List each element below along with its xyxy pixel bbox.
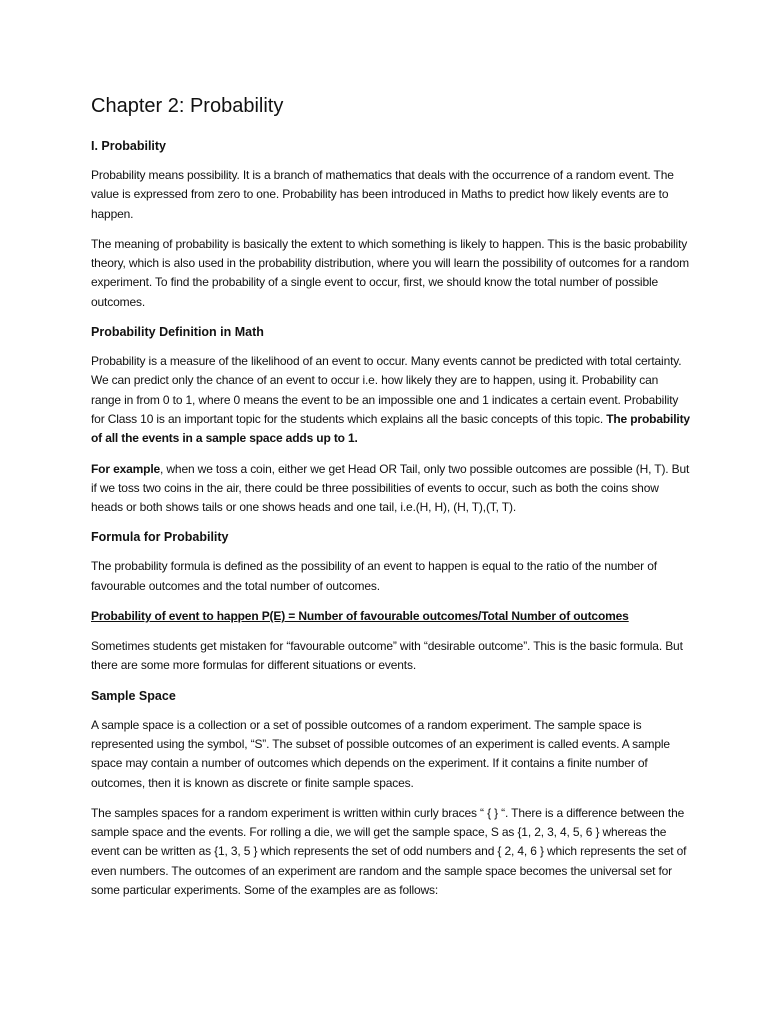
example-bold-label: For example (91, 461, 161, 476)
paragraph-probability-intro: Probability means possibility. It is a branch of mathematics that deals with the occurrence of a random event. The value is expressed from zero to one. Probability has been introduced in Maths to predict how likely events are to happen. (91, 168, 674, 221)
paragraph-sample-space-example: The samples spaces for a random experiment is written within curly braces “ { } “. There is a difference between the sample space and the events. For rolling a die, we will get the sample space, S as {1, 2, 3, 4, 5, 6 } whereas the event can be written as {1, 3, 5 } which represents the set of odd numbers and { 2, 4, 6 } which represents the set of even numbers. The outcomes of an experiment are random and the sample space becomes the universal set for some particular experiments. Some of the examples are as follows: (91, 805, 687, 898)
paragraph-sample-space-definition: A sample space is a collection or a set of possible outcomes of a random experiment. The sample space is represented using the symbol, “S”. The subset of possible outcomes of an experiment is called events. A sample space may contain a number of outcomes which depends on the experiment. If it contains a finite number of outcomes, then it is known as discrete or finite sample spaces. (91, 717, 670, 790)
chapter-title: Chapter 2: Probability (91, 95, 284, 117)
example-text: , when we toss a coin, either we get Head OR Tail, only two possible outcomes are possible (H, T). But if we toss two coins in the air, there could be three possibilities of events to occur, such as both the coins show heads or both shows tails or one shows heads and one tail, i.e.(H, H), (H, T),(T, T). (91, 461, 690, 515)
section-heading-formula: Formula for Probability (91, 530, 229, 545)
section-heading-sample-space: Sample Space (91, 688, 176, 703)
probability-formula: Probability of event to happen P(E) = Number of favourable outcomes/Total Number of outcomes (91, 609, 629, 624)
paragraph-definition (91, 352, 690, 448)
section-heading-definition: Probability Definition in Math (91, 325, 264, 340)
paragraph-example (91, 460, 690, 518)
definition-bold-text: The probability of all the events in a sample space adds up to 1. (91, 411, 690, 446)
section-heading-probability: I. Probability (91, 139, 167, 153)
paragraph-formula-note: Sometimes students get mistaken for “favourable outcome” with “desirable outcome”. This is the basic formula. But there are some more formulas for different situations or events. (91, 639, 683, 673)
paragraph-probability-meaning: The meaning of probability is basically the extent to which something is likely to happen. This is the basic probability theory, which is also used in the probability distribution, where you will learn the possibility of outcomes for a random experiment. To find the probability of a single event to occur, first, we should know the total number of possible outcomes. (91, 236, 689, 309)
paragraph-formula-definition: The probability formula is defined as the possibility of an event to happen is equal to the ratio of the number of favourable outcomes and the total number of outcomes. (91, 559, 657, 593)
definition-text: Probability is a measure of the likelihood of an event to occur. Many events cannot be predicted with total certainty. We can predict only the chance of an event to occur i.e. how likely they are to happen, using it. Probability can range in from 0 to 1, where 0 means the event to be an impossible one and 1 indicates a certain event. Probability for Class 10 is an important topic for the students which explains all the basic concepts of this topic. (91, 354, 682, 426)
